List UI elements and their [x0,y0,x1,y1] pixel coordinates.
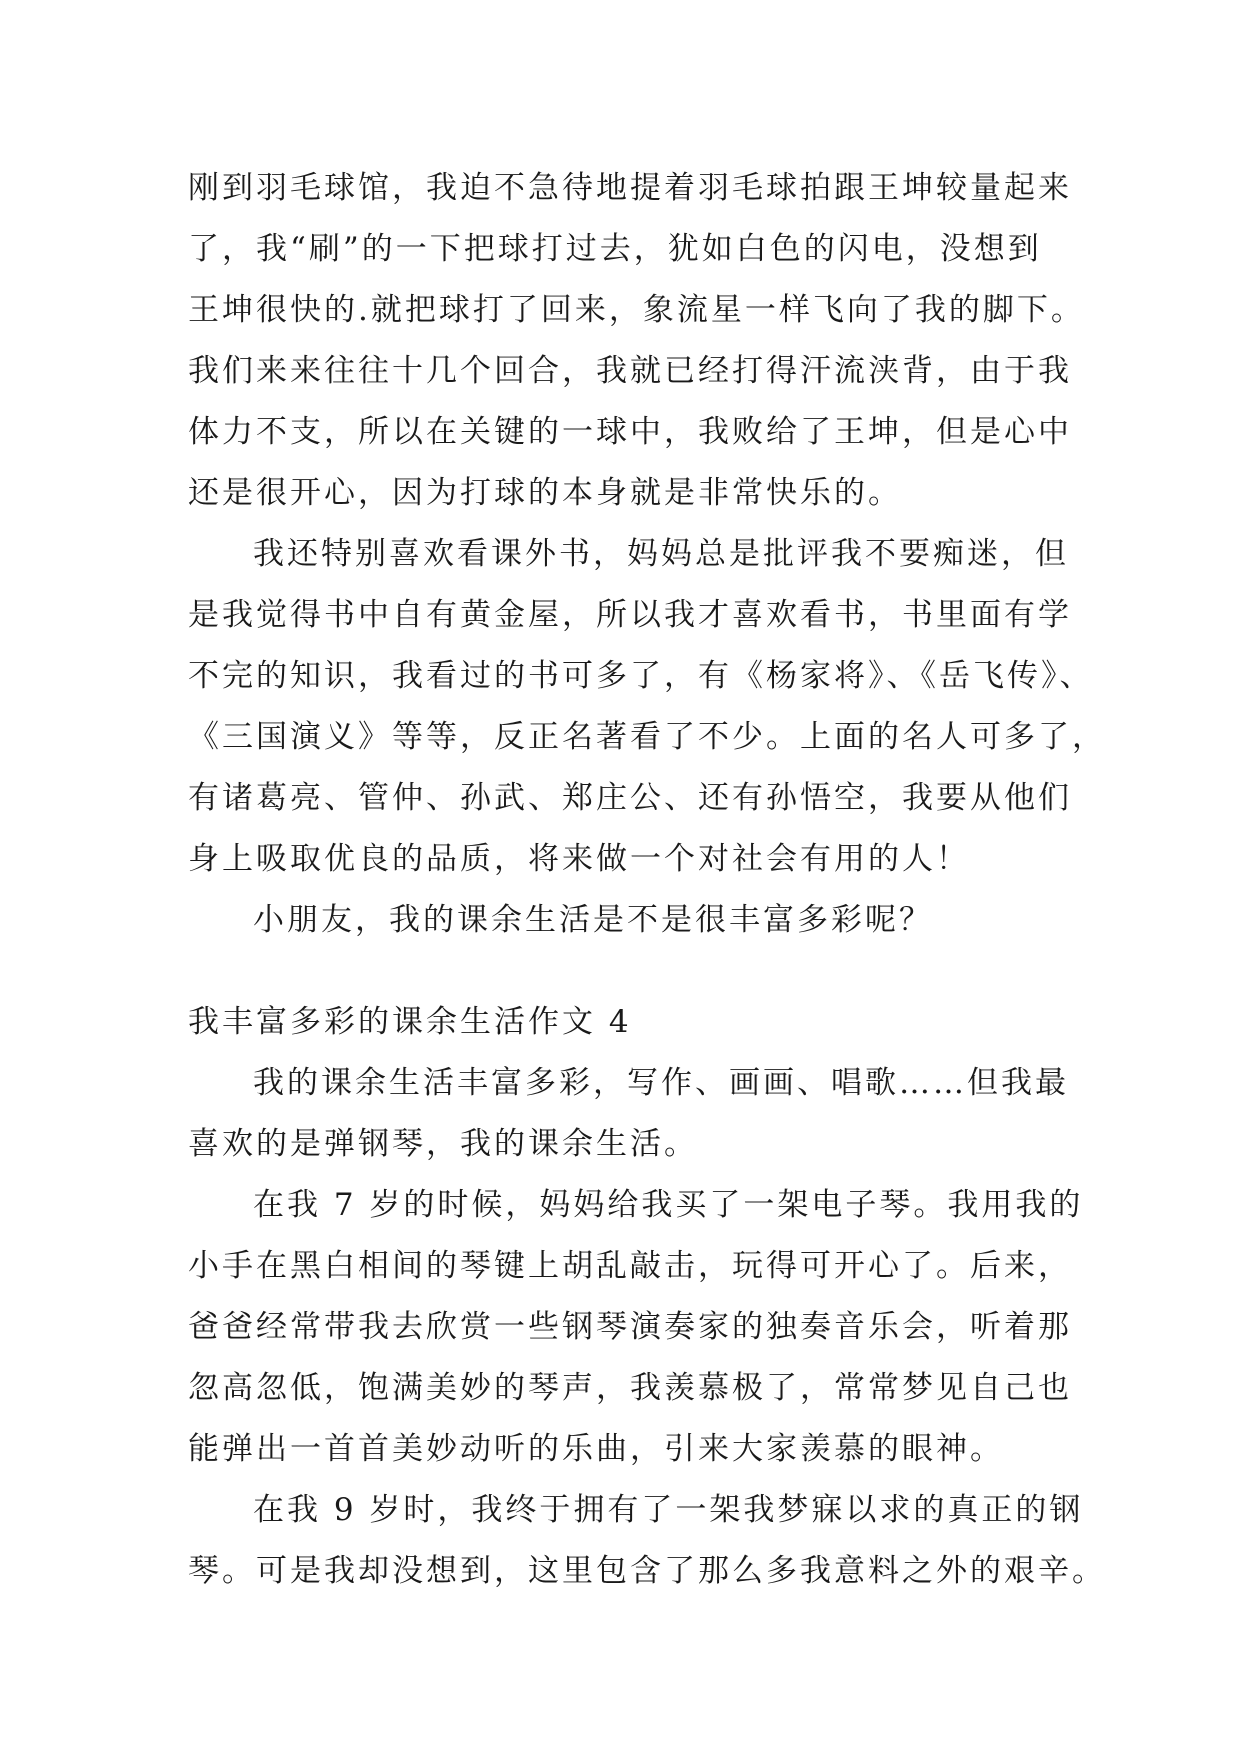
text-line: 不完的知识，我看过的书可多了，有《杨家将》、《岳飞传》、 [188,658,1094,694]
text-line: 能弹出一首首美妙动听的乐曲，引来大家羡慕的眼神。 [188,1431,1004,1467]
paragraph-first-line: 我还特别喜欢看课外书，妈妈总是批评我不要痴迷，但 [253,536,1069,572]
paragraph-first-line: 在我 9 岁时，我终于拥有了一架我梦寐以求的真正的钢 [253,1492,1084,1528]
text-line: 忽高忽低，饱满美妙的琴声，我羡慕极了，常常梦见自己也 [188,1370,1072,1406]
text-line: 我们来来往往十几个回合，我就已经打得汗流浃背，由于我 [188,353,1072,389]
text-line: 有诸葛亮、管仲、孙武、郑庄公、还有孙悟空，我要从他们 [188,780,1072,816]
text-line: 是我觉得书中自有黄金屋，所以我才喜欢看书，书里面有学 [188,597,1072,633]
text-line: 爸爸经常带我去欣赏一些钢琴演奏家的独奏音乐会，听着那 [188,1309,1072,1345]
text-line: 刚到羽毛球馆，我迫不急待地提着羽毛球拍跟王坤较量起来 [188,170,1072,206]
text-line: 身上吸取优良的品质，将来做一个对社会有用的人！ [188,841,970,877]
paragraph-first-line: 在我 7 岁的时候，妈妈给我买了一架电子琴。我用我的 [253,1187,1084,1223]
text-line: 喜欢的是弹钢琴，我的课余生活。 [188,1126,698,1162]
text-line: 琴。可是我却没想到，这里包含了那么多我意料之外的艰辛。 [188,1553,1106,1589]
paragraph-first-line: 小朋友，我的课余生活是不是很丰富多彩呢？ [253,902,933,938]
text-line: 体力不支，所以在关键的一球中，我败给了王坤，但是心中 [188,414,1072,450]
text-line: 王坤很快的.就把球打了回来，象流星一样飞向了我的脚下。 [188,292,1085,328]
text-line: 小手在黑白相间的琴键上胡乱敲击，玩得可开心了。后来， [188,1248,1072,1284]
text-line: 了，我“刷”的一下把球打过去，犹如白色的闪电，没想到 [188,231,1042,267]
text-line: 还是很开心，因为打球的本身就是非常快乐的。 [188,475,902,511]
text-line: 《三国演义》等等，反正名著看了不少。上面的名人可多了， [188,719,1106,755]
paragraph-first-line: 我的课余生活丰富多彩，写作、画画、唱歌……但我最 [253,1065,1069,1101]
section-heading: 我丰富多彩的课余生活作文 4 [188,1004,632,1040]
